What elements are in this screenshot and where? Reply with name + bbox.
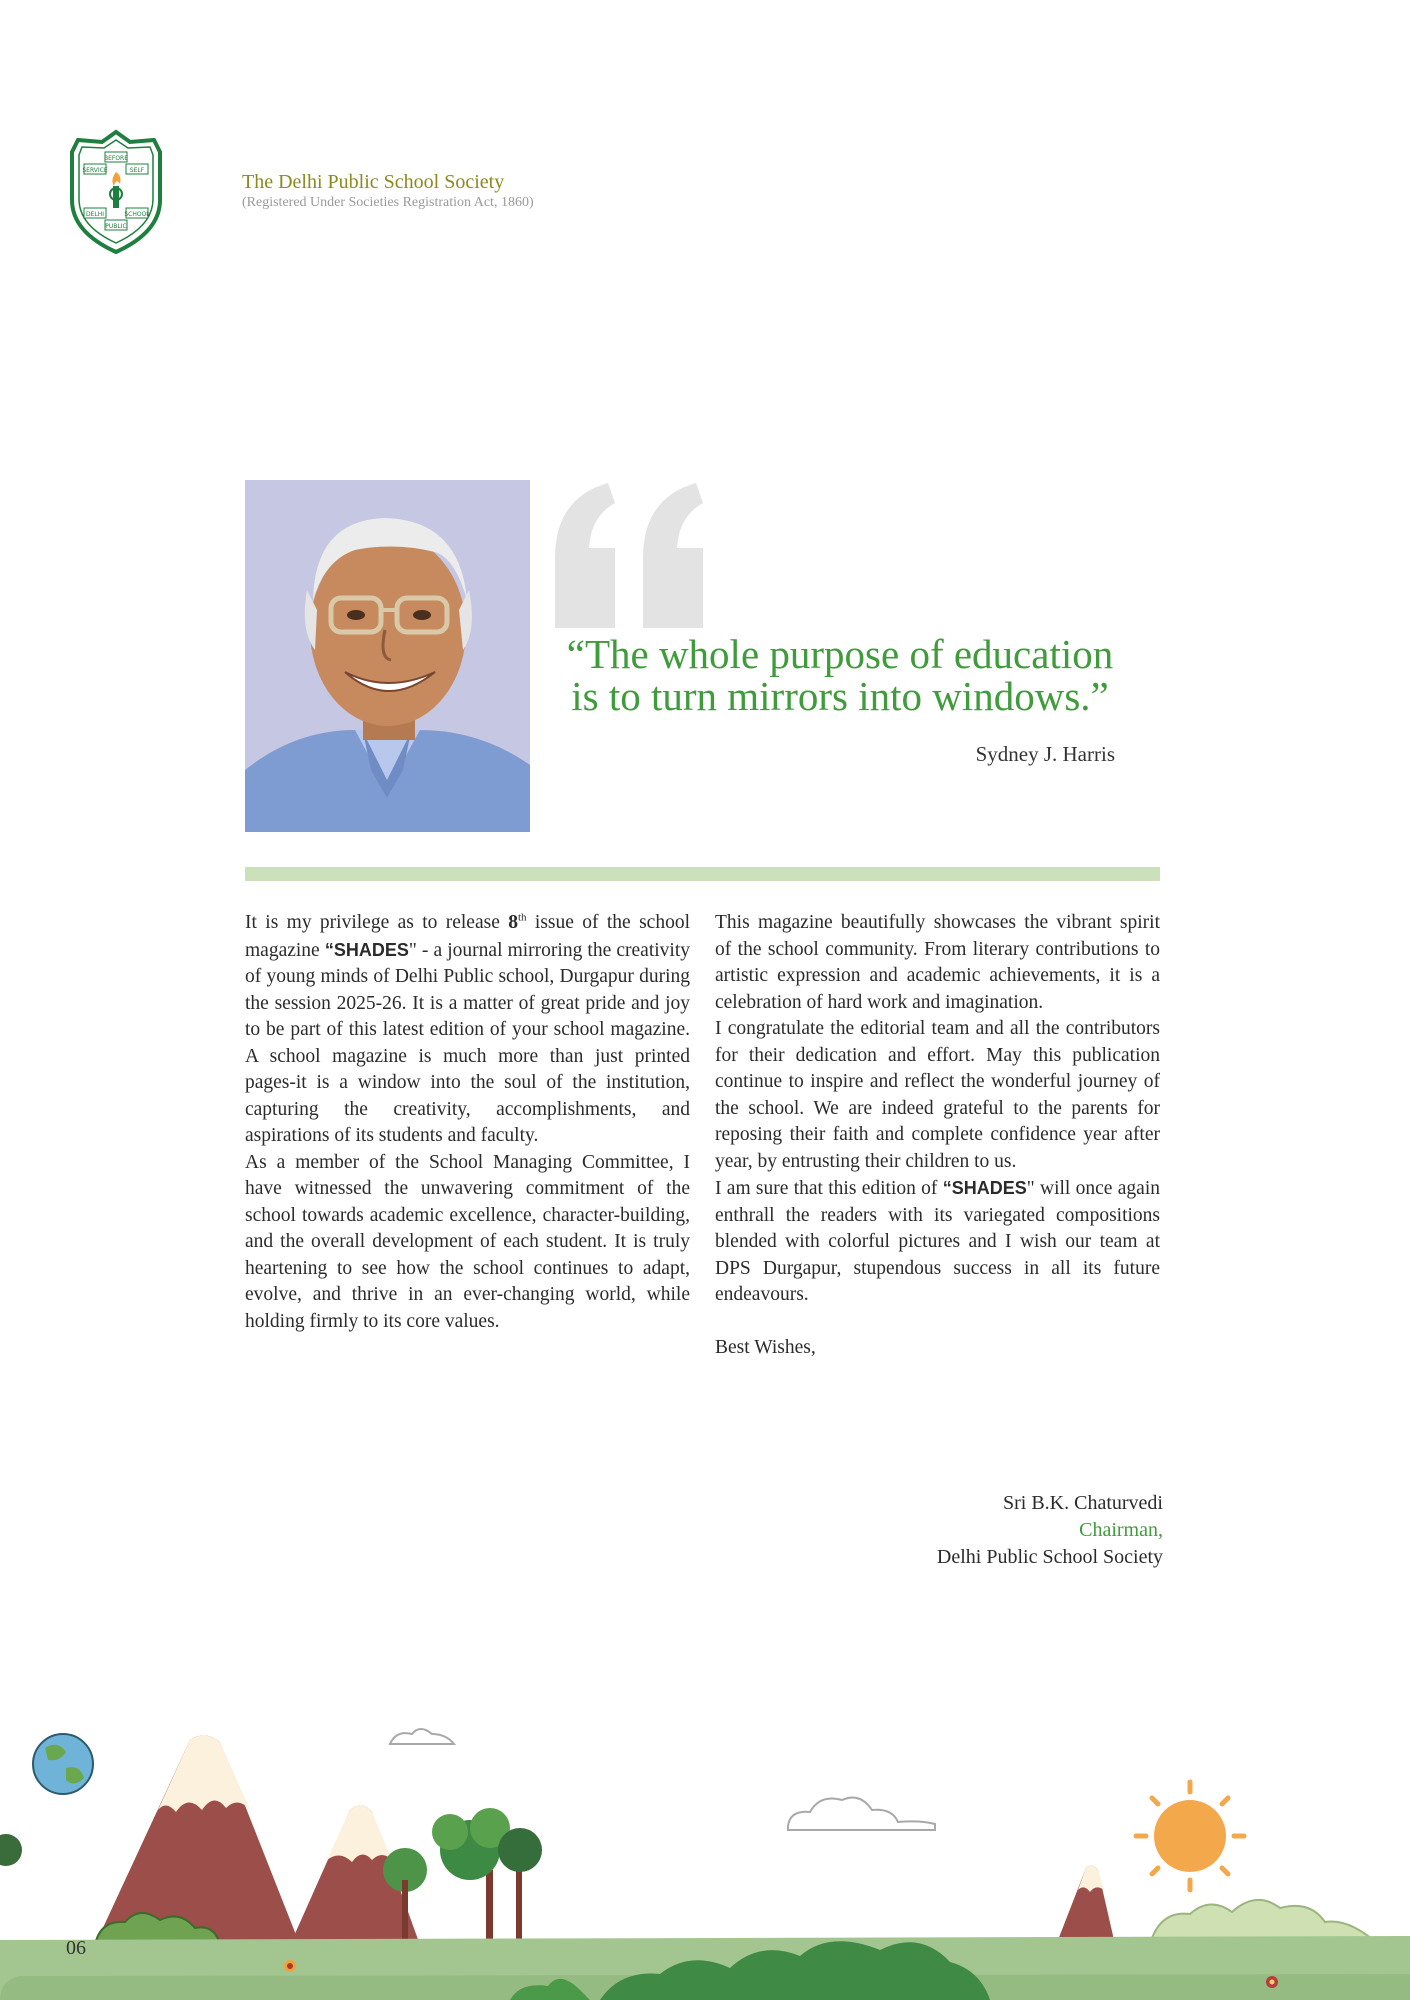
crest-word: BEFORE	[103, 155, 129, 162]
quote-author: Sydney J. Harris	[975, 742, 1115, 766]
flower-icon	[1266, 1976, 1278, 1988]
crest-word: SCHOOL	[124, 211, 150, 218]
ordinal-suffix: th	[517, 911, 527, 924]
society-registration: (Registered Under Societies Registration Act, 1860)	[242, 195, 534, 210]
quotation-mark-icon	[553, 478, 713, 628]
crest-word: SERVICE	[82, 167, 108, 174]
crest-word: DELHI	[85, 211, 105, 218]
flower-icon	[284, 1960, 296, 1972]
text-run: It is my privilege as to release	[245, 912, 509, 933]
message-column-right	[715, 910, 1160, 1361]
message-paragraph: I congratulate the editorial team and all the contributors for their dedication and effort. May this publication continue to inspire and reflect the wonderful journey of the school. We are indeed grateful to the parents for reposing their faith and complete confidence year after year, by entrusting their children to us.	[715, 1018, 1160, 1172]
signatory-name: Sri B.K. Chaturvedi	[1003, 1492, 1163, 1514]
quote-text	[540, 633, 1140, 717]
magazine-name: “SHADES	[942, 1178, 1027, 1198]
message-paragraph	[715, 1175, 1160, 1309]
society-header	[242, 170, 534, 212]
sun-icon	[1136, 1782, 1244, 1890]
quote-line-2: is to turn mirrors into windows.”	[571, 673, 1109, 719]
magazine-name: “SHADES	[324, 939, 409, 960]
crest-word: SELF	[129, 167, 145, 174]
paragraph-spacer	[715, 1309, 1160, 1335]
globe-icon	[33, 1734, 93, 1794]
message-column-left	[245, 910, 690, 1335]
signature-block	[937, 1490, 1163, 1571]
dps-crest-icon	[64, 128, 168, 256]
landscape-illustration	[0, 1700, 1410, 2000]
page-number: 06	[66, 1937, 86, 1959]
text-run: issue of the school magazine	[245, 912, 690, 961]
signatory-title: Chairman,	[1079, 1519, 1163, 1541]
chairman-portrait	[245, 480, 530, 832]
signatory-organization: Delhi Public School Society	[936, 1546, 1163, 1568]
society-name: The Delhi Public School Society	[242, 171, 505, 193]
message-paragraph: As a member of the School Managing Committee, I have witnessed the unwavering commitment of the school towards academic excellence, character-building, and the overall development of each student. It is truly heartening to see how the school continues to adapt, evolve, and thrive in an ever-changing world, while holding firmly to its core values.	[245, 1151, 690, 1332]
issue-number: 8	[508, 912, 518, 933]
closing-line: Best Wishes,	[715, 1336, 816, 1358]
crest-word: PUBLIC	[105, 223, 127, 230]
text-run: " will once again enthrall the readers with its variegated compositions blended with colorful pictures and I wish our team at DPS Durgapur, stupendous success in all its future endeavours.	[715, 1178, 1160, 1305]
section-divider	[245, 867, 1160, 881]
message-paragraph	[245, 910, 690, 1150]
text-run: I am sure that this edition of	[715, 1178, 943, 1199]
text-run: " - a journal mirroring the creativity of young minds of Delhi Public school, Durgapur during the session 2025-26. It is a matter of great pride and joy to be part of this latest edition of your school magazine. A school magazine is much more than just printed pages-it is a window into the soul of the institution, capturing the creativity, accomplishments, and aspirations of its students and faculty.	[245, 939, 690, 1146]
message-paragraph: This magazine beautifully showcases the vibrant spirit of the school community. From literary contributions to artistic expression and academic achievements, it is a celebration of hard work and imagination.	[715, 912, 1160, 1013]
quote-line-1: “The whole purpose of education	[566, 631, 1114, 677]
